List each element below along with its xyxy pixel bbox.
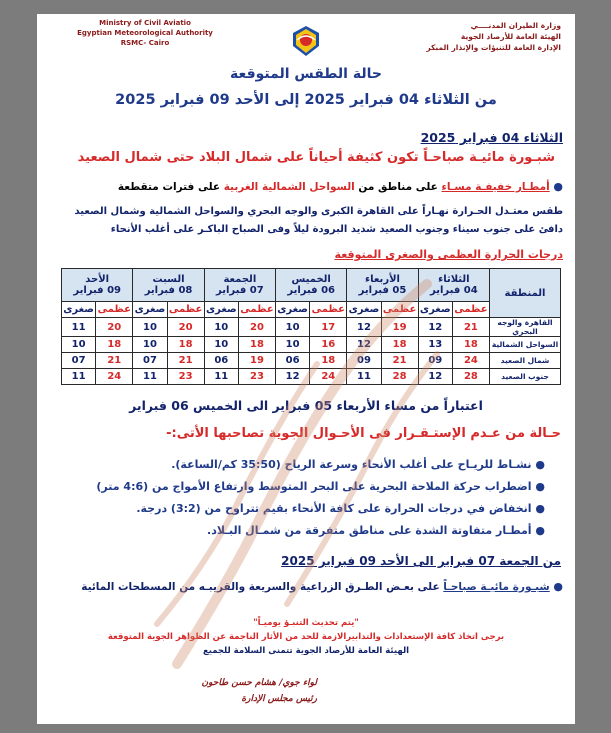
temp-min: 10 xyxy=(204,318,238,337)
list-item xyxy=(55,498,545,520)
tuesday-rain-line xyxy=(53,180,563,193)
day-date: 07 فبراير xyxy=(216,285,264,296)
bullet-icon: ● xyxy=(535,458,545,471)
region-header: المنطقة xyxy=(490,269,561,318)
temp-max: 20 xyxy=(96,318,133,337)
table-title: درجات الحرارة العظمى والصغرى المتوقعة xyxy=(334,248,563,261)
day-name: الأربعاء xyxy=(365,274,400,285)
list-item xyxy=(55,476,545,498)
header-ar-line: الإدارة العامة للتنبؤات والإنذار المبكر xyxy=(426,43,561,52)
friday-heading: من الجمعة 07 فبراير الى الأحد 09 فبراير 2025 xyxy=(281,554,561,568)
temp-min: 12 xyxy=(276,369,310,385)
friday-fog-line xyxy=(48,580,563,593)
rain-text-1: على مناطق من xyxy=(358,181,438,193)
temp-min: 12 xyxy=(418,318,452,337)
temp-min: 11 xyxy=(62,318,96,337)
temp-max: 18 xyxy=(381,337,418,353)
rain-text-2: السواحل الشمالية الغربية xyxy=(223,181,355,193)
day-name: الأحد xyxy=(85,274,110,285)
min-label: صغرى xyxy=(418,302,452,318)
max-label: عظمى xyxy=(310,302,347,318)
day-date: 09 فبراير xyxy=(73,285,122,296)
table-header-row xyxy=(62,269,561,302)
bullet-icon: ● xyxy=(553,180,563,193)
temp-max: 18 xyxy=(238,337,275,353)
temp-max: 24 xyxy=(310,369,347,385)
weather-line-1: طقس معتـدل الحـرارة نهـاراً على القاهرة الكبرى والوجه البحري والسواحل الشمالية وشمال الصعيد xyxy=(74,206,563,217)
max-label: عظمى xyxy=(452,302,489,318)
temp-max: 20 xyxy=(167,318,204,337)
rain-text-3: على فترات متقطعة xyxy=(117,181,221,193)
temp-min: 10 xyxy=(133,337,167,353)
temp-min: 10 xyxy=(62,337,96,353)
signature-role: رئيس مجلس الإدارة xyxy=(241,694,317,704)
region-name: القاهرة والوجه البحري xyxy=(490,318,561,337)
tuesday-heading: الثلاثاء 04 فبراير 2025 xyxy=(420,130,563,145)
day-name: السبت xyxy=(152,274,185,285)
day-name: الجمعة xyxy=(223,274,257,285)
temp-max: 18 xyxy=(452,337,489,353)
temp-max: 17 xyxy=(310,318,347,337)
header-ar-line: الهيئة العامة للأرصاد الجوية xyxy=(460,32,561,41)
max-label: عظمى xyxy=(96,302,133,318)
list-item-text: نشـاط للريـاح على أغلب الأنحاء وسرعة الرياح (35:50 كم/الساعة). xyxy=(171,458,532,471)
region-name: جنوب الصعيد xyxy=(490,369,561,385)
temp-max: 18 xyxy=(167,337,204,353)
temp-min: 11 xyxy=(347,369,381,385)
temp-max: 18 xyxy=(96,337,133,353)
temperature-table xyxy=(61,268,561,385)
page-title: حالة الطقس المتوقعة xyxy=(230,66,382,82)
table-row xyxy=(62,353,561,369)
signature-name: لواء جوي/ هشام حسن طاحون xyxy=(201,678,317,688)
instability-list xyxy=(55,454,545,542)
list-item-text: انخفاض في درجات الحرارة على كافة الأنحاء بقيم تتراوح من (3:2) درجة. xyxy=(136,502,532,515)
table-row xyxy=(62,318,561,337)
day-name: الخميس xyxy=(291,274,331,285)
bullet-icon: ● xyxy=(553,580,563,593)
min-label: صغرى xyxy=(204,302,238,318)
temp-min: 10 xyxy=(204,337,238,353)
bullet-icon: ● xyxy=(535,524,545,537)
header-arabic xyxy=(401,20,561,53)
max-label: عظمى xyxy=(381,302,418,318)
temp-min: 12 xyxy=(418,369,452,385)
temp-min: 07 xyxy=(133,353,167,369)
list-item-text: اضطراب حركة الملاحة البحرية على البحر المتوسط وارتفاع الأمواج من (4:6 متر) xyxy=(96,480,532,493)
list-item xyxy=(55,454,545,476)
temp-max: 21 xyxy=(381,353,418,369)
day-date: 06 فبراير xyxy=(287,285,336,296)
tuesday-fog: شبـورة مائيـة صباحـاً تكون كثيفة أحياناً على شمال البلاد حتى شمال الصعيد xyxy=(77,150,555,165)
min-label: صغرى xyxy=(347,302,381,318)
from-evening-heading: اعتباراً من مساء الأربعاء 05 فبراير الى الخميس 06 فبراير xyxy=(129,398,483,413)
max-label: عظمى xyxy=(238,302,275,318)
temp-max: 19 xyxy=(381,318,418,337)
friday-fog-label: شبـورة مائيـة صباحـاً xyxy=(443,581,550,593)
bullet-icon: ● xyxy=(535,502,545,515)
temp-min: 13 xyxy=(418,337,452,353)
min-label: صغرى xyxy=(276,302,310,318)
update-note: "يتم تحديث التنبـؤ يوميـاً" xyxy=(253,618,359,628)
temp-max: 21 xyxy=(167,353,204,369)
table-row xyxy=(62,337,561,353)
period-title: من الثلاثاء 04 فبراير 2025 إلى الأحد 09 فبراير 2025 xyxy=(115,92,497,108)
max-label: عظمى xyxy=(167,302,204,318)
temp-max: 28 xyxy=(381,369,418,385)
temp-min: 10 xyxy=(133,318,167,337)
header-en-line: Egyptian Meteorological Authority xyxy=(77,29,213,37)
header-ar-line: وزارة الطيران المدنــــي xyxy=(470,21,561,30)
temp-min: 07 xyxy=(62,353,96,369)
forecast-document xyxy=(37,14,575,724)
temp-max: 20 xyxy=(238,318,275,337)
table-row xyxy=(62,369,561,385)
friday-fog-text: على بعـض الطـرق الزراعية والسريعة والقريبـه من المسطحات المائية xyxy=(81,581,440,593)
temp-max: 24 xyxy=(96,369,133,385)
temp-min: 09 xyxy=(347,353,381,369)
day-header xyxy=(276,269,347,302)
ema-logo-icon xyxy=(291,24,321,58)
temp-min: 11 xyxy=(133,369,167,385)
list-item-text: أمطـار متفاوتة الشدة على مناطق متفرقة من شمـال البـلاد. xyxy=(207,524,532,537)
temp-min: 09 xyxy=(418,353,452,369)
temp-max: 23 xyxy=(167,369,204,385)
authority-note: الهيئة العامة للأرصاد الجوية تتمنى السلامة للجميع xyxy=(202,646,410,656)
temp-max: 21 xyxy=(452,318,489,337)
temp-min: 11 xyxy=(204,369,238,385)
rain-label: أمطـار خفيفـة مسـاء xyxy=(441,181,550,193)
header-en-line: RSMC- Cairo xyxy=(120,39,170,47)
header-en-line: Ministry of Civil Aviatio xyxy=(99,19,191,27)
day-header xyxy=(347,269,418,302)
temp-max: 23 xyxy=(238,369,275,385)
instability-heading: حـالة من عـدم الإستـقـرار فى الأحـوال الجوية تصاحبها الأتى:- xyxy=(166,426,561,441)
day-header xyxy=(204,269,275,302)
temp-min: 06 xyxy=(276,353,310,369)
day-date: 08 فبراير xyxy=(144,285,193,296)
temp-max: 16 xyxy=(310,337,347,353)
temp-max: 18 xyxy=(310,353,347,369)
temp-min: 06 xyxy=(204,353,238,369)
table-subheader-row xyxy=(62,302,561,318)
day-header xyxy=(62,269,133,302)
region-name: شمال الصعيد xyxy=(490,353,561,369)
advice-note: برجى اتخاذ كافة الإستعدادات والتدابيرالازمة للحد من الأثار الناجمة عن الظواهر الجوية المتوقعة xyxy=(107,632,505,642)
min-label: صغرى xyxy=(133,302,167,318)
temp-max: 24 xyxy=(452,353,489,369)
min-label: صغرى xyxy=(62,302,96,318)
day-name: الثلاثاء xyxy=(438,274,470,285)
temp-min: 12 xyxy=(347,318,381,337)
region-name: السواحل الشمالية xyxy=(490,337,561,353)
day-header xyxy=(133,269,204,302)
temp-min: 10 xyxy=(276,337,310,353)
temp-min: 11 xyxy=(62,369,96,385)
day-header xyxy=(418,269,489,302)
list-item xyxy=(55,520,545,542)
header-english xyxy=(45,18,245,48)
day-date: 05 فبراير xyxy=(358,285,407,296)
temp-max: 28 xyxy=(452,369,489,385)
weather-line-2: دافئ على جنوب سيناء وجنوب الصعيد شديد البرودة ليلاً وفى الصباح الباكـر على أغلب الأنحاء xyxy=(110,224,563,235)
bullet-icon: ● xyxy=(535,480,545,493)
temp-min: 12 xyxy=(347,337,381,353)
temp-max: 19 xyxy=(238,353,275,369)
temp-max: 21 xyxy=(96,353,133,369)
day-date: 04 فبراير xyxy=(430,285,478,296)
temp-min: 10 xyxy=(276,318,310,337)
